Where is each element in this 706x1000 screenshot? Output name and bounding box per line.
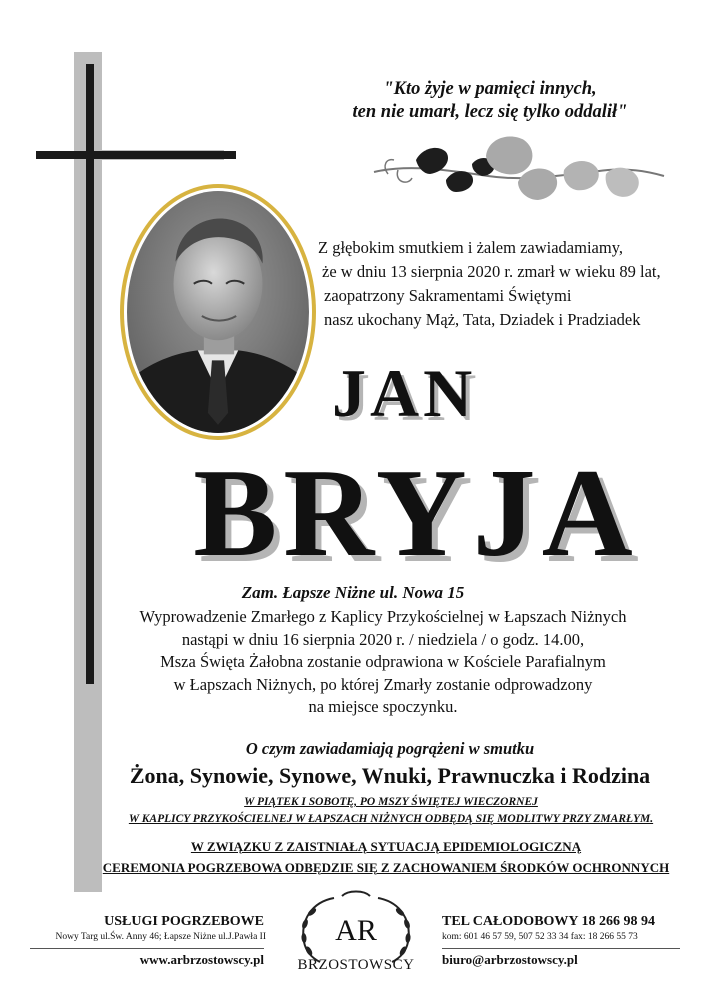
portrait-frame <box>120 184 316 440</box>
mourners-intro: O czym zawiadamiają pogrążeni w smutku <box>245 739 535 758</box>
footer-divider-right <box>442 948 680 949</box>
prayer-notice-line: W PIĄTEK I SOBOTĘ, PO MSZY ŚWIĘTEJ WIECZORNEJ <box>244 796 538 808</box>
ceremony-line: Wyprowadzenie Zmarłego z Kaplicy Przykościelnej w Łapszach Niżnych <box>139 607 627 626</box>
epidemic-notice <box>0 836 706 878</box>
intro-line: że w dniu 13 sierpnia 2020 r. zmarł w wieku 89 lat, <box>322 262 661 281</box>
logo-letters: AR <box>335 914 377 947</box>
dark-leaf-icon <box>416 148 494 192</box>
intro-line: nasz ukochany Mąż, Tata, Dziadek i Pradziadek <box>324 310 641 329</box>
funeral-service-address: Nowy Targ ul.Św. Anny 46; Łapsze Niżne ul.J.Pawła II <box>55 932 266 942</box>
ceremony-details <box>0 606 706 719</box>
phone-number: TEL CAŁODOBOWY 18 266 98 94 <box>442 914 656 929</box>
ceremony-line: nastąpi w dniu 16 sierpnia 2020 r. / niedziela / o godz. 14.00, <box>181 629 585 649</box>
announcement-intro <box>318 236 698 332</box>
intro-line: zaopatrzony Sakramentami Świętymi <box>324 286 572 305</box>
mobile-fax-numbers: kom: 601 46 57 59, 507 52 33 34 fax: 18 266 55 73 <box>442 932 638 942</box>
grey-leaf-icon <box>486 137 639 200</box>
footer-divider-left <box>30 948 264 949</box>
prayer-notice <box>0 794 706 828</box>
portrait-photo <box>127 191 309 433</box>
cross-horizontal-bar <box>36 151 236 159</box>
ceremony-line: w Łapszach Niżnych, po której Zmarły zostanie odprowadzony <box>173 674 593 694</box>
quote-line-2: ten nie umarł, lecz się tylko oddalił" <box>352 102 628 122</box>
quote-line-1: "Kto żyje w pamięci innych, <box>383 79 597 99</box>
deceased-address: Zam. Łapsze Niżne ul. Nowa 15 <box>241 583 465 602</box>
deceased-last-name: BRYJA <box>193 444 639 583</box>
memorial-quote <box>280 78 700 124</box>
ceremony-line: Msza Święta Żałobna zostanie odprawiona w Kościele Parafialnym <box>160 652 606 671</box>
mourners-names: Żona, Synowie, Synowe, Wnuki, Prawnuczka i Rodzina <box>129 763 651 788</box>
epidemic-notice-line: CEREMONIA POGRZEBOWA ODBĘDZIE SIĘ Z ZACHOWANIEM ŚRODKÓW OCHRONNYCH <box>102 860 670 875</box>
logo-company-name: BRZOSTOWSCY <box>297 957 415 973</box>
deceased-first-name: JAN <box>332 355 477 431</box>
website-link[interactable]: www.arbrzostowscy.pl <box>139 952 264 967</box>
ceremony-line: na miejsce spoczynku. <box>308 697 458 716</box>
prayer-notice-line: W KAPLICY PRZYKOŚCIELNEJ W ŁAPSZACH NIŻNYCH ODBĘDĄ SIĘ MODLITWY PRZY ZMARŁYM. <box>128 813 654 825</box>
intro-line: Z głębokim smutkiem i żalem zawiadamiamy, <box>318 238 624 257</box>
funeral-service-title: USŁUGI POGRZEBOWE <box>104 914 264 929</box>
epidemic-notice-line: W ZWIĄZKU Z ZAISTNIAŁĄ SYTUACJĄ EPIDEMIOLOGICZNĄ <box>190 839 582 854</box>
leaves-ornament <box>368 130 668 216</box>
email-link[interactable]: biuro@arbrzostowscy.pl <box>442 952 578 967</box>
